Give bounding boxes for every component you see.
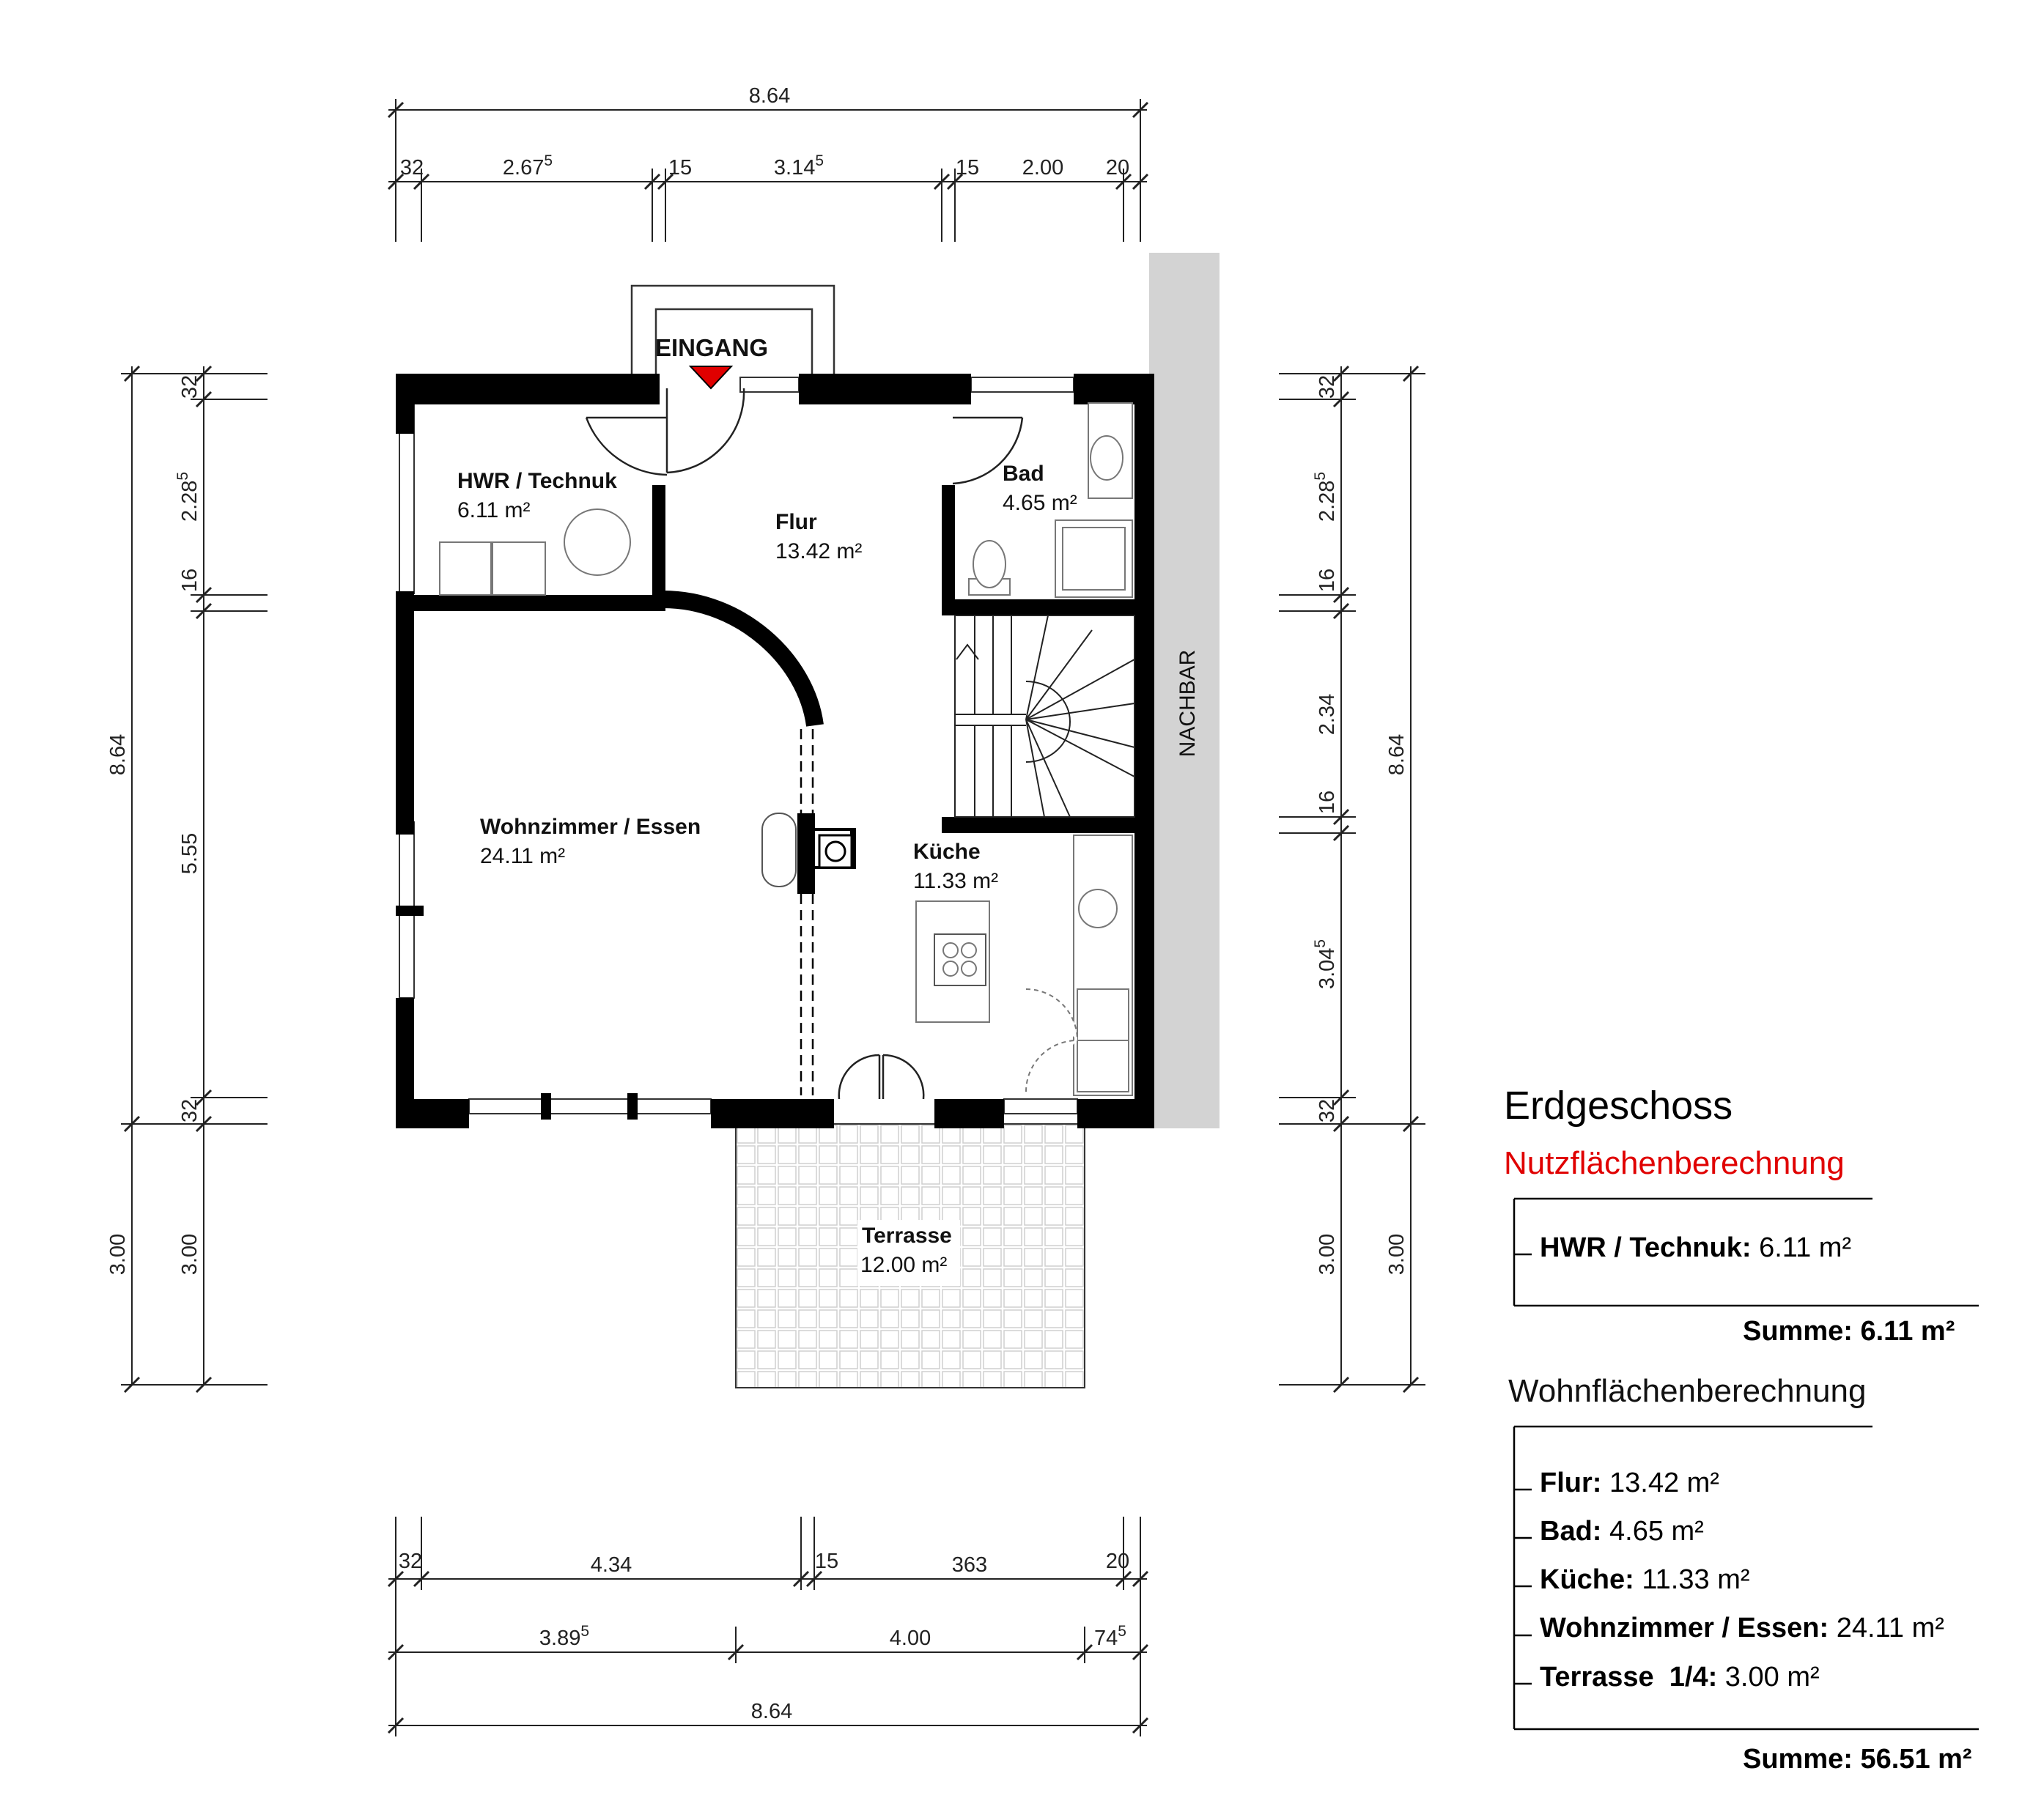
dim-right-3: 16	[1316, 568, 1339, 593]
room-name-hwr: HWR / Technuk	[457, 469, 617, 493]
room-area-wohnzimmer: 24.11 m²	[480, 844, 566, 868]
living-area-row: Bad: 4.65 m²	[1540, 1516, 1704, 1547]
dim-bottom-5: 20	[1105, 1550, 1130, 1573]
dim-right-4: 2.34	[1316, 693, 1339, 736]
living-area-row: Küche: 11.33 m²	[1540, 1564, 1750, 1595]
dim-left-terrace-inner: 3.00	[178, 1233, 202, 1276]
dim-top-1: 32	[399, 156, 424, 180]
dim-top-3: 15	[668, 156, 693, 180]
living-area-row: Wohnzimmer / Essen: 24.11 m²	[1540, 1613, 1944, 1643]
dim-top-4: 3.14$^5$	[773, 152, 824, 180]
dim-right-terrace-outer: 3.00	[1385, 1233, 1409, 1276]
living-area-sum: Summe: 56.51 m²	[1743, 1744, 1972, 1775]
room-name-flur: Flur	[775, 510, 817, 534]
usable-area-sum: Summe: 6.11 m²	[1743, 1316, 1955, 1347]
dim-bottom-8: $74^5$	[1094, 1623, 1126, 1650]
entrance-marker-icon	[690, 366, 731, 388]
dim-top-6: 2.00	[1022, 156, 1064, 180]
living-area-row: Flur: 13.42 m²	[1540, 1468, 1719, 1498]
dim-left-total: 8.64	[106, 733, 130, 776]
dimension-lines	[121, 99, 1425, 1736]
entrance-label: EINGANG	[655, 334, 769, 361]
room-name-terrasse: Terrasse	[862, 1224, 952, 1248]
staircase	[955, 615, 1134, 817]
usable-area-heading: Nutzflächenberechnung	[1504, 1145, 1845, 1181]
dim-left-4: 5.55	[178, 832, 202, 875]
dim-right-5: 16	[1316, 790, 1339, 815]
dim-bottom-4: 363	[951, 1553, 988, 1577]
room-name-bad: Bad	[1003, 462, 1044, 486]
dim-left-5: 32	[178, 1098, 202, 1123]
dim-right-1: 32	[1316, 374, 1339, 399]
dim-top-total: 8.64	[748, 84, 791, 108]
living-area-row: Terrasse 1/4: 3.00 m²	[1540, 1662, 1820, 1693]
room-area-bad: 4.65 m²	[1003, 491, 1077, 515]
entrance-canopy	[632, 286, 834, 375]
dim-left-2: 2.28$^5$	[174, 471, 202, 522]
room-area-flur: 13.42 m²	[775, 539, 863, 563]
dim-top-5: 15	[955, 156, 980, 180]
room-area-kueche: 11.33 m²	[913, 869, 999, 893]
curved-wall	[663, 599, 815, 725]
neighbour-label: NACHBAR	[1176, 649, 1200, 758]
dim-bottom-3: 15	[814, 1550, 839, 1573]
dim-top-2: 2.67$^5$	[502, 152, 553, 180]
dim-right-6: 3.04$^5$	[1312, 939, 1339, 990]
area-table-frame	[1514, 1199, 1979, 1729]
usable-area-row: HWR / Technuk: 6.11 m²	[1540, 1232, 1852, 1263]
dim-left-3: 16	[178, 568, 202, 593]
dim-right-terrace-inner: 3.00	[1316, 1233, 1339, 1276]
dim-bottom-6: 3.89$^5$	[539, 1623, 590, 1650]
dim-right-2: 2.28$^5$	[1312, 471, 1339, 522]
dim-bottom-7: 4.00	[889, 1627, 931, 1650]
room-name-kueche: Küche	[913, 840, 981, 864]
dim-bottom-total: 8.64	[750, 1700, 793, 1723]
dim-right-total: 8.64	[1385, 733, 1409, 776]
dim-bottom-2: 4.34	[590, 1553, 632, 1577]
dim-left-1: 32	[178, 374, 202, 399]
room-area-hwr: 6.11 m²	[457, 498, 531, 522]
room-name-wohnzimmer: Wohnzimmer / Essen	[480, 815, 701, 839]
dim-top-7: 20	[1105, 156, 1130, 180]
room-area-terrasse: 12.00 m²	[860, 1253, 948, 1277]
dim-bottom-1: 32	[398, 1550, 423, 1573]
floor-title: Erdgeschoss	[1504, 1084, 1733, 1128]
living-area-heading: Wohnflächenberechnung	[1508, 1373, 1867, 1409]
dim-left-terrace-outer: 3.00	[106, 1233, 130, 1276]
dim-right-7: 32	[1316, 1098, 1339, 1123]
